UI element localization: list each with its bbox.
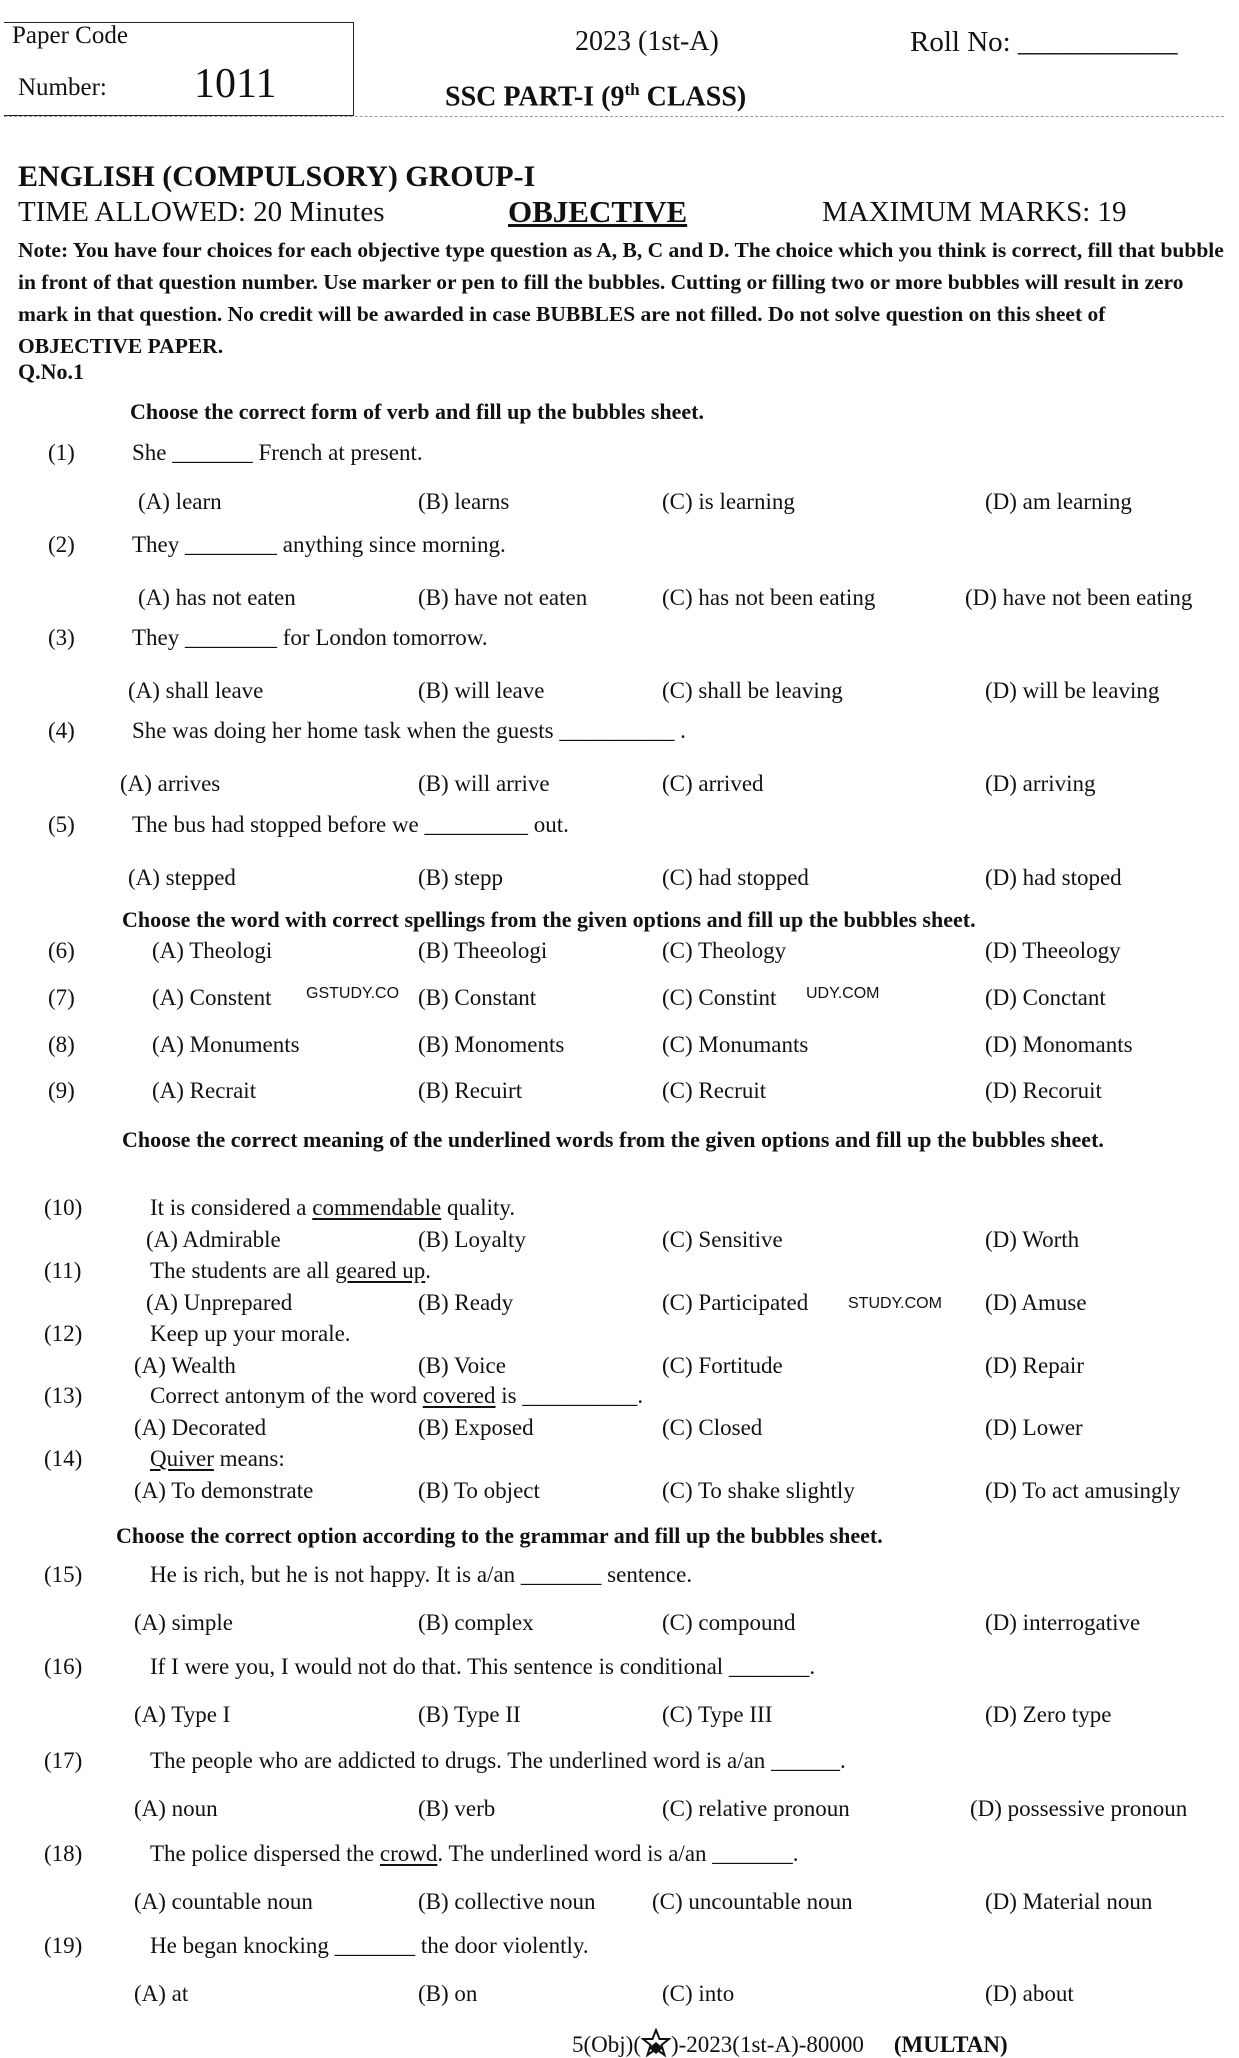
subject-title: ENGLISH (COMPULSORY) GROUP-I bbox=[18, 160, 536, 193]
question-number: (11) bbox=[44, 1258, 82, 1283]
option-d: (D) Recoruit bbox=[985, 1078, 1102, 1103]
option-d: (D) Amuse bbox=[985, 1290, 1087, 1315]
section-heading-verbs: Choose the correct form of verb and fill up the bubbles sheet. bbox=[130, 399, 704, 424]
option-b: (B) Voice bbox=[418, 1353, 506, 1378]
option-c: (C) has not been eating bbox=[662, 585, 876, 610]
star-icon bbox=[641, 2028, 671, 2058]
underlined-word: covered bbox=[422, 1383, 496, 1408]
option-b: (B) collective noun bbox=[418, 1889, 596, 1914]
option-a: (A) arrives bbox=[120, 771, 221, 796]
question-number: (12) bbox=[44, 1321, 83, 1346]
option-b: (B) Type II bbox=[418, 1702, 521, 1727]
question-number: (19) bbox=[44, 1933, 83, 1958]
paper-code-label: Paper Code bbox=[12, 22, 128, 49]
option-a: (A) Monuments bbox=[152, 1032, 300, 1057]
option-b: (B) complex bbox=[418, 1610, 534, 1635]
option-c: (C) into bbox=[662, 1981, 735, 2006]
option-d: (D) Repair bbox=[985, 1353, 1084, 1378]
underlined-word: commendable bbox=[312, 1195, 442, 1220]
option-c: (C) compound bbox=[662, 1610, 796, 1635]
option-c: (C) To shake slightly bbox=[662, 1478, 855, 1503]
option-a: (A) Unprepared bbox=[146, 1290, 293, 1315]
question-number: (16) bbox=[44, 1654, 83, 1679]
option-d: (D) Theeology bbox=[985, 938, 1121, 963]
option-c: (C) Fortitude bbox=[662, 1353, 783, 1378]
question-number: (4) bbox=[48, 718, 75, 743]
option-a: (A) shall leave bbox=[128, 678, 264, 703]
question-text: The bus had stopped before we _________ out. bbox=[132, 812, 569, 837]
number-label: Number: bbox=[18, 74, 107, 101]
option-d: (D) had stoped bbox=[985, 865, 1122, 890]
option-c: (C) arrived bbox=[662, 771, 764, 796]
watermark-text: GSTUDY.CO bbox=[306, 985, 400, 1002]
option-c: (C) shall be leaving bbox=[662, 678, 843, 703]
option-d: (D) Zero type bbox=[985, 1702, 1112, 1727]
option-b: (B) have not eaten bbox=[418, 585, 588, 610]
option-a: (A) Constent bbox=[152, 985, 272, 1010]
option-a: (A) Wealth bbox=[134, 1353, 236, 1378]
time-allowed: TIME ALLOWED: 20 Minutes bbox=[18, 196, 385, 228]
option-b: (B) Ready bbox=[418, 1290, 514, 1315]
question-text: They ________ anything since morning. bbox=[132, 532, 506, 557]
option-a: (A) countable noun bbox=[134, 1889, 313, 1914]
option-a: (A) at bbox=[134, 1981, 189, 2006]
option-d: (D) about bbox=[985, 1981, 1074, 2006]
option-a: (A) has not eaten bbox=[138, 585, 296, 610]
option-a: (A) Admirable bbox=[146, 1227, 281, 1252]
option-d: (D) Lower bbox=[985, 1415, 1083, 1440]
option-c: (C) Monumants bbox=[662, 1032, 809, 1057]
option-c: (C) uncountable noun bbox=[652, 1889, 853, 1914]
question-number: (5) bbox=[48, 812, 75, 837]
option-b: (B) To object bbox=[418, 1478, 540, 1503]
option-b: (B) verb bbox=[418, 1796, 496, 1821]
option-c: (C) Recruit bbox=[662, 1078, 767, 1103]
question-text: The people who are addicted to drugs. The underlined word is a/an ______. bbox=[150, 1748, 846, 1773]
option-b: (B) will arrive bbox=[418, 771, 550, 796]
option-a: (A) Theologi bbox=[152, 938, 273, 963]
option-c: (C) Sensitive bbox=[662, 1227, 783, 1252]
option-b: (B) Constant bbox=[418, 985, 537, 1010]
header-divider bbox=[4, 116, 1224, 117]
question-text: Keep up your morale. bbox=[150, 1321, 351, 1346]
paper-code-number: 1011 bbox=[194, 61, 277, 107]
question-number: (17) bbox=[44, 1748, 83, 1773]
option-c: (C) relative pronoun bbox=[662, 1796, 850, 1821]
underlined-word: geared up bbox=[335, 1258, 426, 1283]
option-a: (A) Recrait bbox=[152, 1078, 257, 1103]
option-d: (D) To act amusingly bbox=[985, 1478, 1181, 1503]
question-text: Quiver means: bbox=[150, 1446, 285, 1471]
option-d: (D) have not been eating bbox=[965, 585, 1193, 610]
question-number: (8) bbox=[48, 1032, 75, 1057]
question-number: (13) bbox=[44, 1383, 83, 1408]
option-b: (B) Recuirt bbox=[418, 1078, 523, 1103]
section-heading-spellings: Choose the word with correct spellings from the given options and fill up the bubbles sheet. bbox=[122, 907, 976, 932]
question-text: It is considered a commendable quality. bbox=[150, 1195, 516, 1220]
class-title: SSC PART-I (9th CLASS) bbox=[445, 80, 747, 113]
option-a: (A) noun bbox=[134, 1796, 218, 1821]
option-b: (B) will leave bbox=[418, 678, 545, 703]
option-b: (B) Loyalty bbox=[418, 1227, 526, 1252]
option-d: (D) interrogative bbox=[985, 1610, 1141, 1635]
option-c: (C) had stopped bbox=[662, 865, 809, 890]
option-a: (A) stepped bbox=[128, 865, 236, 890]
option-d: (D) Worth bbox=[985, 1227, 1080, 1252]
question-text: The students are all geared up. bbox=[150, 1258, 432, 1283]
option-b: (B) Monoments bbox=[418, 1032, 565, 1057]
option-d: (D) Monomants bbox=[985, 1032, 1133, 1057]
question-number: (6) bbox=[48, 938, 75, 963]
question-number: (14) bbox=[44, 1446, 83, 1471]
option-d: (D) arriving bbox=[985, 771, 1096, 796]
question-number: (9) bbox=[48, 1078, 75, 1103]
question-text: He is rich, but he is not happy. It is a/an _______ sentence. bbox=[150, 1562, 693, 1587]
option-b: (B) Exposed bbox=[418, 1415, 534, 1440]
option-a: (A) Type I bbox=[134, 1702, 231, 1727]
roll-no-field: Roll No: ___________ bbox=[910, 26, 1178, 58]
underlined-word: Quiver bbox=[150, 1446, 214, 1471]
maximum-marks: MAXIMUM MARKS: 19 bbox=[822, 196, 1127, 228]
question-number: (10) bbox=[44, 1195, 83, 1220]
option-c: (C) Type III bbox=[662, 1702, 773, 1727]
underlined-word: crowd bbox=[379, 1841, 438, 1866]
question-text: They ________ for London tomorrow. bbox=[132, 625, 488, 650]
option-b: (B) on bbox=[418, 1981, 478, 2006]
exam-session: 2023 (1st-A) bbox=[575, 26, 719, 57]
option-c: (C) is learning bbox=[662, 489, 795, 514]
option-a: (A) learn bbox=[138, 489, 222, 514]
option-d: (D) will be leaving bbox=[985, 678, 1160, 703]
option-b: (B) stepp bbox=[418, 865, 503, 890]
footer-code: 5(Obj)( )-2023(1st-A)-80000 (MULTAN) bbox=[572, 2028, 1008, 2058]
question-number: (15) bbox=[44, 1562, 83, 1587]
option-a: (A) Decorated bbox=[134, 1415, 267, 1440]
question-number: (3) bbox=[48, 625, 75, 650]
option-d: (D) Conctant bbox=[985, 985, 1106, 1010]
option-b: (B) Theeologi bbox=[418, 938, 548, 963]
question-text: If I were you, I would not do that. This sentence is conditional _______. bbox=[150, 1654, 816, 1679]
question-number-heading: Q.No.1 bbox=[18, 359, 84, 384]
option-c: (C) Closed bbox=[662, 1415, 763, 1440]
question-number: (1) bbox=[48, 440, 75, 465]
instructions-note: Note: You have four choices for each objective type question as A, B, C and D. The choice which you think is correct, fill that bubble in front of that question number. Use marker or pen to fill the bubbles. Cutting or filling two or more bubbles will result in zero mark in that question. No credit will be awarded in case BUBBLES are not filled. Do not solve question on this sheet of OBJECTIVE PAPER. bbox=[18, 238, 1224, 358]
option-d: (D) possessive pronoun bbox=[970, 1796, 1188, 1821]
board-name: (MULTAN) bbox=[893, 2032, 1008, 2057]
question-text: She _______ French at present. bbox=[132, 440, 423, 465]
question-text: She was doing her home task when the guests __________ . bbox=[132, 718, 686, 743]
option-c: (C) Theology bbox=[662, 938, 787, 963]
watermark-text: STUDY.COM bbox=[848, 1295, 942, 1312]
option-a: (A) simple bbox=[134, 1610, 234, 1635]
section-heading-meanings: Choose the correct meaning of the underlined words from the given options and fill up the bubbles sheet. bbox=[122, 1127, 1104, 1152]
section-heading-grammar: Choose the correct option according to the grammar and fill up the bubbles sheet. bbox=[116, 1523, 883, 1548]
option-d: (D) am learning bbox=[985, 489, 1132, 514]
option-c: (C) Constint bbox=[662, 985, 777, 1010]
question-number: (7) bbox=[48, 985, 75, 1010]
option-d: (D) Material noun bbox=[985, 1889, 1153, 1914]
question-text: He began knocking _______ the door violently. bbox=[150, 1933, 589, 1958]
option-c: (C) Participated bbox=[662, 1290, 809, 1315]
question-number: (2) bbox=[48, 532, 75, 557]
question-text: Correct antonym of the word covered is __________. bbox=[150, 1383, 644, 1408]
paper-type-heading: OBJECTIVE bbox=[508, 194, 688, 229]
option-a: (A) To demonstrate bbox=[134, 1478, 314, 1503]
watermark-text: UDY.COM bbox=[806, 985, 880, 1002]
question-number: (18) bbox=[44, 1841, 83, 1866]
option-b: (B) learns bbox=[418, 489, 510, 514]
question-text: The police dispersed the crowd. The underlined word is a/an _______. bbox=[150, 1841, 799, 1866]
